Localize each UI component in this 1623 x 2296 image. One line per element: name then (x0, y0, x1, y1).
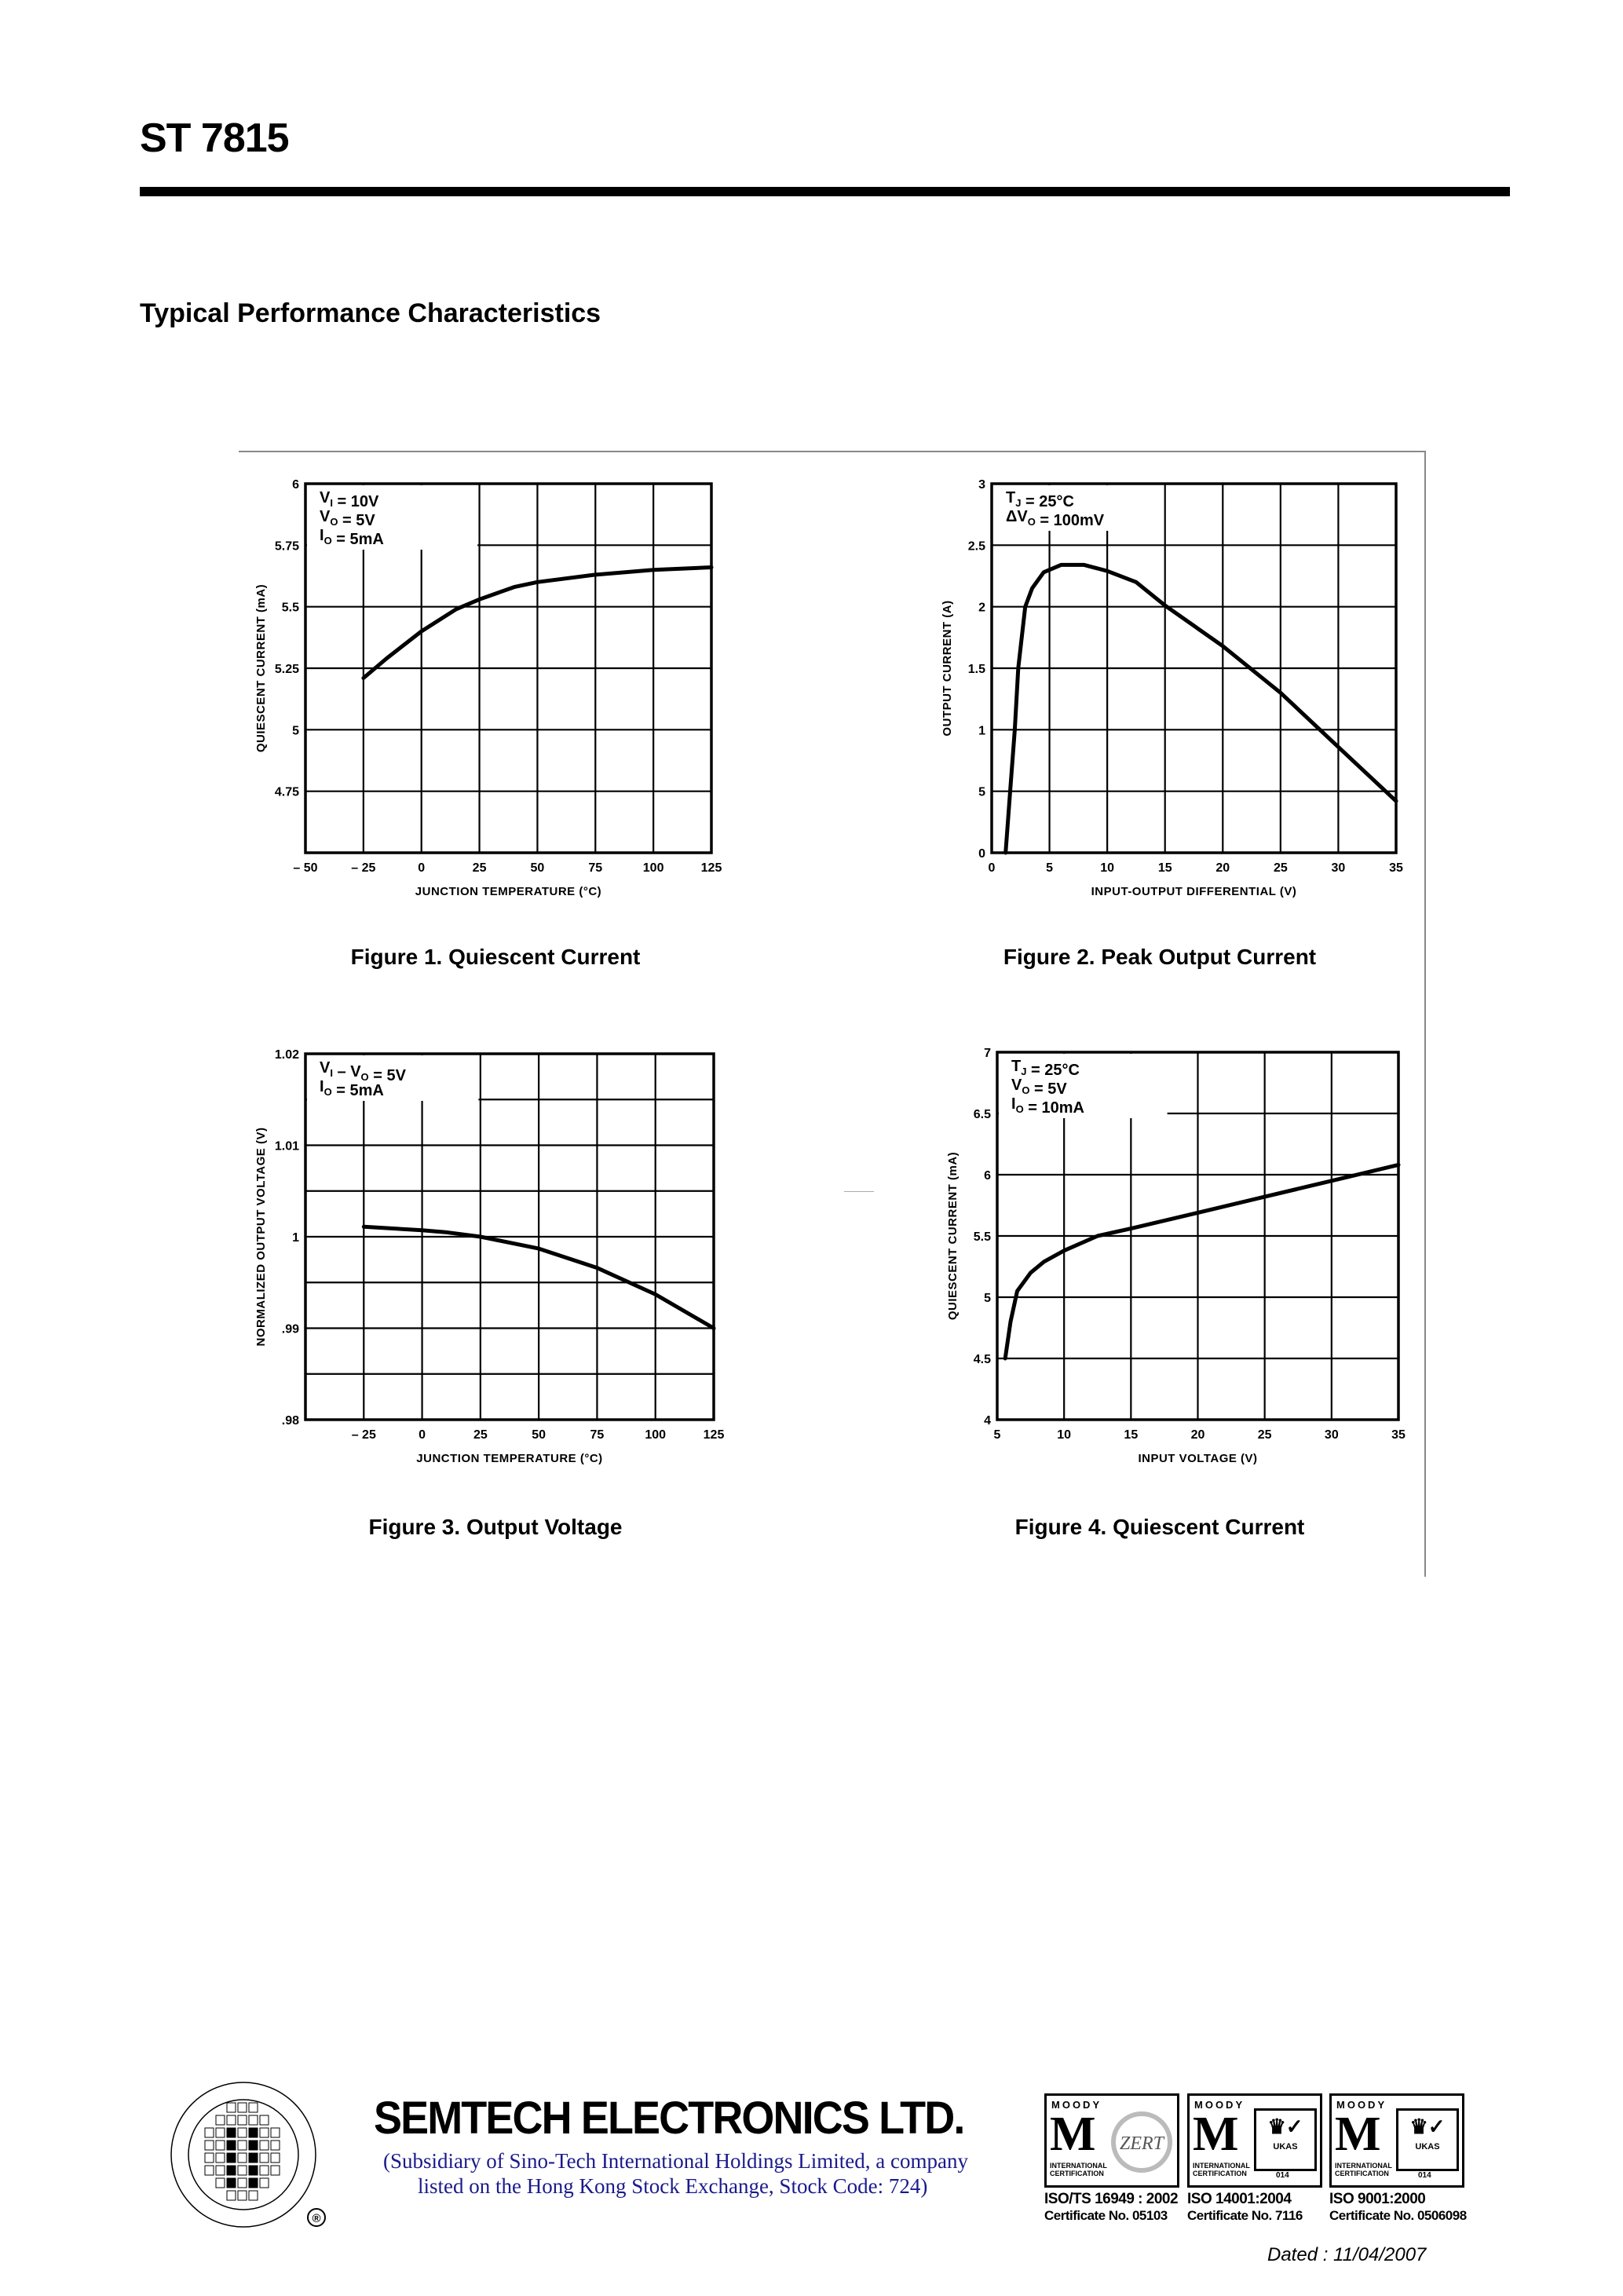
x-tick-label: 50 (530, 861, 545, 875)
y-tick-label: 2 (978, 601, 985, 615)
x-axis-label: INPUT-OUTPUT DIFFERENTIAL (V) (1091, 885, 1297, 898)
logo-cell (227, 2103, 236, 2112)
condition-annotation: $T_J = 25^\circ C$ (1011, 1058, 1080, 1079)
x-tick-label: 25 (473, 1428, 488, 1442)
x-tick-label: 30 (1331, 861, 1346, 875)
x-axis-label: INPUT VOLTAGE (V) (1138, 1452, 1258, 1465)
cert-brand: MOODY (1336, 2099, 1387, 2111)
logo-cell (238, 2191, 247, 2200)
y-tick-label: .99 (281, 1322, 299, 1336)
x-tick-label: 25 (1257, 1428, 1272, 1442)
logo-cell (227, 2191, 236, 2200)
cert-number: Certificate No. 0506098 (1329, 2208, 1467, 2223)
cert-brand: MOODY (1194, 2099, 1245, 2111)
ukas-crown-check-icon: ♛✓ UKAS (1396, 2108, 1459, 2171)
x-tick-label: 50 (532, 1428, 546, 1442)
logo-cell (205, 2166, 214, 2175)
x-tick-label: 20 (1215, 861, 1230, 875)
ukas-crown-check-icon: ♛✓ UKAS (1254, 2108, 1317, 2171)
logo-cell (249, 2178, 258, 2188)
logo-cell (216, 2115, 225, 2125)
x-tick-label: 10 (1057, 1428, 1072, 1442)
logo-cell (205, 2128, 214, 2137)
cert-code: 014 (1276, 2171, 1289, 2180)
logo-cell (271, 2141, 280, 2150)
figure-3-output-voltage-chart (227, 1038, 745, 1478)
logo-cell (238, 2141, 247, 2150)
cert-intl-label: INTERNATIONAL CERTIFICATION (1193, 2162, 1250, 2177)
y-tick-label: 2.5 (967, 539, 985, 554)
y-axis-label: QUIESCENT CURRENT (mA) (254, 583, 268, 753)
x-tick-label: 15 (1157, 861, 1172, 875)
logo-cell (238, 2128, 247, 2137)
logo-cell (227, 2178, 236, 2188)
x-tick-label: 25 (472, 861, 487, 875)
moody-m-logo: M (1050, 2108, 1096, 2161)
x-tick-label: – 25 (351, 1428, 376, 1442)
document-title: ST 7815 (140, 115, 289, 161)
logo-cell (271, 2153, 280, 2163)
condition-annotation: $I_O = 5mA$ (320, 1078, 384, 1099)
logo-cell (260, 2178, 269, 2188)
y-tick-label: 4.75 (274, 785, 299, 799)
figure-3-caption: Figure 3. Output Voltage (368, 1515, 623, 1539)
y-tick-label: 6.5 (973, 1108, 991, 1121)
x-tick-label: 35 (1389, 861, 1403, 875)
zert-badge-icon: ZERT (1111, 2111, 1172, 2173)
y-axis-label: NORMALIZED OUTPUT VOLTAGE (V) (254, 1127, 268, 1347)
x-tick-label: 0 (988, 861, 996, 875)
y-tick-label: 1 (978, 724, 985, 738)
y-tick-label: 4.5 (973, 1353, 991, 1366)
section-title: Typical Performance Characteristics (140, 298, 601, 328)
y-tick-label: 5.25 (274, 663, 299, 676)
figure-2-caption: Figure 2. Peak Output Current (1003, 945, 1317, 969)
y-tick-label: 7 (984, 1047, 991, 1060)
cert-intl-label: INTERNATIONAL CERTIFICATION (1050, 2162, 1107, 2177)
cert-standard: ISO 9001:2000 (1329, 2191, 1426, 2207)
x-tick-label: 75 (588, 861, 603, 875)
logo-cell (216, 2153, 225, 2163)
moody-m-logo: M (1193, 2108, 1239, 2161)
y-tick-label: .98 (281, 1414, 299, 1428)
logo-cell (205, 2153, 214, 2163)
cert-code: 014 (1418, 2171, 1431, 2180)
y-tick-label: 5 (978, 785, 985, 799)
logo-cell (249, 2166, 258, 2175)
y-tick-label: 5.5 (281, 601, 299, 615)
figure-1-caption: Figure 1. Quiescent Current (350, 945, 641, 969)
x-tick-label: 75 (590, 1428, 605, 1442)
y-tick-label: 5 (292, 724, 299, 738)
y-tick-label: 1 (292, 1231, 299, 1245)
logo-cell (238, 2115, 247, 2125)
condition-annotation: $I_O = 10mA$ (1011, 1095, 1084, 1117)
logo-cell (260, 2128, 269, 2137)
cert-number: Certificate No. 05103 (1044, 2208, 1168, 2223)
logo-cell (238, 2103, 247, 2112)
cert-iso-14001 (1187, 2093, 1322, 2224)
x-tick-label: 30 (1324, 1428, 1339, 1442)
y-tick-label: 5 (984, 1292, 991, 1305)
logo-cell (227, 2166, 236, 2175)
logo-cell (216, 2141, 225, 2150)
x-tick-label: 5 (1046, 861, 1054, 875)
figure-2-peak-output-current-chart (913, 468, 1431, 908)
x-tick-label: 5 (993, 1428, 1001, 1442)
figure-4-caption: Figure 4. Quiescent Current (1014, 1515, 1305, 1539)
figure-frame-mark (844, 1191, 874, 1192)
logo-cell (216, 2178, 225, 2188)
x-tick-label: 0 (419, 1428, 426, 1442)
x-tick-label: 100 (645, 1428, 667, 1442)
x-tick-label: 20 (1190, 1428, 1205, 1442)
moody-m-logo: M (1335, 2108, 1381, 2161)
logo-cell (216, 2166, 225, 2175)
subsidiary-line-1: (Subsidiary of Sino-Tech International Holdings Limited, a company (383, 2149, 968, 2173)
logo-cell (238, 2178, 247, 2188)
logo-cell (249, 2141, 258, 2150)
cert-standard: ISO 14001:2004 (1187, 2191, 1292, 2207)
logo-cell (260, 2115, 269, 2125)
y-axis-label: OUTPUT CURRENT (A) (941, 600, 954, 737)
x-axis-label: JUNCTION TEMPERATURE (°C) (415, 885, 602, 898)
logo-cell (249, 2153, 258, 2163)
x-tick-label: – 25 (351, 861, 376, 875)
logo-cell (238, 2153, 247, 2163)
logo-cell (238, 2166, 247, 2175)
figure-1-quiescent-current-chart (227, 468, 745, 908)
logo-cell (249, 2115, 258, 2125)
x-tick-label: – 50 (293, 861, 318, 875)
logo-cell (260, 2153, 269, 2163)
x-tick-label: 35 (1391, 1428, 1406, 1442)
y-tick-label: 5.5 (973, 1230, 991, 1244)
condition-annotation: $V_O = 5V$ (320, 508, 375, 529)
y-tick-label: 1.02 (274, 1048, 299, 1062)
x-tick-label: 125 (703, 1428, 725, 1442)
y-tick-label: 3 (978, 478, 985, 492)
logo-cell (249, 2191, 258, 2200)
cert-brand: MOODY (1051, 2099, 1102, 2111)
condition-annotation: $T_J = 25^\circ C$ (1006, 489, 1074, 510)
subsidiary-line-2: listed on the Hong Kong Stock Exchange, Stock Code: 724) (418, 2174, 928, 2198)
x-tick-label: 10 (1100, 861, 1115, 875)
y-tick-label: 1.01 (274, 1139, 299, 1153)
figure-frame-top (239, 451, 1426, 452)
x-tick-label: 25 (1273, 861, 1288, 875)
logo-cell (227, 2128, 236, 2137)
x-tick-label: 100 (642, 861, 664, 875)
logo-cell (260, 2166, 269, 2175)
cert-number: Certificate No. 7116 (1187, 2208, 1303, 2223)
y-tick-label: 5.75 (274, 539, 299, 554)
title-rule (140, 187, 1510, 196)
logo-cell (227, 2153, 236, 2163)
x-tick-label: 125 (700, 861, 722, 875)
x-tick-label: 15 (1124, 1428, 1139, 1442)
condition-annotation: $\Delta V_O = 100mV$ (1006, 508, 1105, 529)
y-tick-label: 6 (292, 478, 299, 492)
logo-cell (260, 2141, 269, 2150)
logo-cell (205, 2141, 214, 2150)
logo-cell (227, 2115, 236, 2125)
condition-annotation: $V_I = 10V$ (320, 489, 379, 510)
semtech-logo (166, 2079, 331, 2236)
condition-annotation: $V_I - V_O = 5V$ (320, 1059, 406, 1084)
company-name: SEMTECH ELECTRONICS LTD. (374, 2093, 964, 2144)
cert-intl-label: INTERNATIONAL CERTIFICATION (1335, 2162, 1392, 2177)
y-tick-label: 1.5 (967, 663, 985, 676)
y-tick-label: 6 (984, 1169, 991, 1183)
dated-label: Dated : 11/04/2007 (1267, 2244, 1427, 2265)
x-axis-label: JUNCTION TEMPERATURE (°C) (416, 1452, 603, 1465)
logo-cell (216, 2128, 225, 2137)
logo-cell (249, 2103, 258, 2112)
condition-annotation: $I_O = 5mA$ (320, 527, 384, 548)
condition-annotation: $V_O = 5V$ (1011, 1077, 1067, 1098)
logo-cell (271, 2128, 280, 2137)
y-tick-label: 0 (978, 847, 985, 861)
x-tick-label: 0 (418, 861, 426, 875)
cert-standard: ISO/TS 16949 : 2002 (1044, 2191, 1179, 2207)
figure-4-quiescent-current-chart (919, 1036, 1437, 1476)
y-tick-label: 4 (984, 1414, 991, 1428)
logo-cell (227, 2141, 236, 2150)
y-axis-label: QUIESCENT CURRENT (mA) (946, 1151, 960, 1321)
logo-cell (271, 2166, 280, 2175)
cert-iso-9001 (1329, 2093, 1467, 2224)
logo-cell (249, 2128, 258, 2137)
cert-iso-ts-16949 (1044, 2093, 1179, 2224)
registered-mark: ® (312, 2212, 321, 2225)
